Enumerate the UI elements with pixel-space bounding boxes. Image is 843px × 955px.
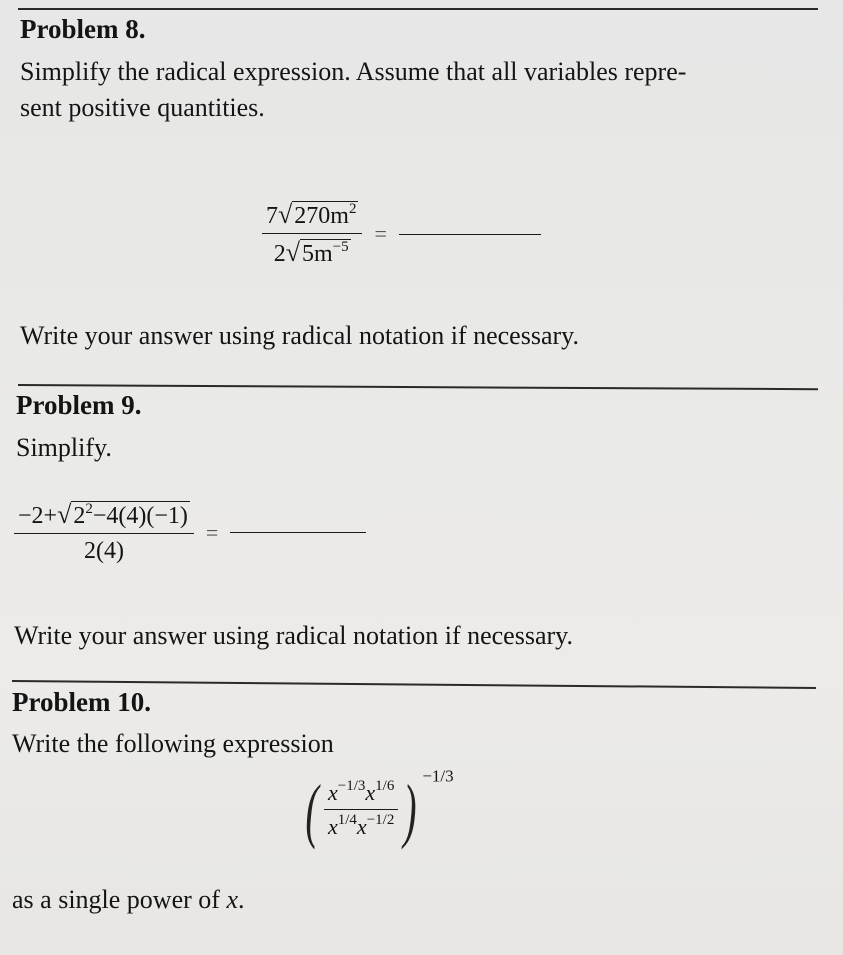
problem-9-fraction: [14, 500, 194, 565]
problem-9-radical: $√2^2-4(4)(-1)$: [57, 500, 188, 529]
problem-9-numerator: [14, 500, 194, 534]
problem-9-radicand-exponent: 2: [85, 501, 93, 517]
problem-9-heading: Problem 9.: [16, 390, 142, 420]
problem-10-denominator: [324, 810, 398, 840]
problem-10-den-e2: −1/2: [366, 812, 395, 828]
problem-10-num-e2: 1/6: [375, 778, 395, 794]
problem-8-denominator: [262, 234, 362, 268]
problem-8-equals: =: [374, 221, 387, 246]
problem-10-den-e1: 1/4: [337, 812, 357, 828]
problem-9-denominator: 2(4): [83, 538, 124, 564]
problem-8-num-radicand: 270m: [294, 203, 349, 229]
problem-10-numerator: [324, 780, 398, 810]
problem-8-note: Write your answer using radical notation if necessary.: [20, 321, 579, 350]
problem-9-answer-blank[interactable]: [230, 532, 366, 533]
problem-9-radicand-rest: −4(4)(−1): [92, 503, 188, 529]
problem-9-radicand-base: 2: [73, 503, 86, 529]
problem-8-num-radical: $√270m^2$: [278, 200, 357, 229]
problem-8-expression: [262, 200, 541, 268]
problem-8-den-coef: 2: [273, 241, 286, 267]
problem-8-numerator: [262, 200, 362, 234]
problem-10-num-x1: x: [327, 780, 338, 805]
problem-9-note: Write your answer using radical notation if necessary.: [14, 621, 573, 650]
problem-9-instruction: Simplify.: [16, 433, 112, 462]
problem-8-instruction-line2: sent positive quantities.: [20, 93, 265, 122]
problem-8-fraction: [262, 200, 362, 268]
problem-8-heading: Problem 8.: [20, 14, 146, 44]
problem-8-den-exponent: −5: [332, 239, 349, 255]
problem-8-answer-blank[interactable]: [399, 234, 541, 235]
problem-10-footer-suffix: .: [237, 885, 245, 914]
problem-8-instruction-line1: Simplify the radical expression. Assume that all variables repre-: [20, 57, 687, 86]
problem-8-num-exponent: 2: [348, 201, 357, 217]
top-rule: [18, 8, 818, 10]
left-paren: (: [305, 770, 319, 850]
problem-10-num-x2: x: [365, 780, 376, 805]
problem-10-num-e1: −1/3: [337, 778, 366, 794]
problem-10-instruction: Write the following expression: [12, 729, 334, 758]
problem-10-den-x2: x: [356, 814, 367, 839]
problem-10-den-x1: x: [327, 814, 338, 839]
problem-10-footer-var: x: [226, 885, 238, 914]
problem-10-outer-exponent: −1/3: [422, 766, 454, 786]
problem-8-den-radicand: 5m: [302, 241, 333, 267]
problem-9-num-prefix: −2+: [18, 503, 58, 529]
problem-10-heading: Problem 10.: [12, 687, 151, 717]
right-paren: ): [403, 770, 417, 850]
problem-10-fraction: [324, 780, 398, 840]
problem-9-equals: =: [205, 519, 219, 545]
problem-10-footer-prefix: as a single power of: [12, 885, 227, 914]
problem-9-expression: [14, 500, 366, 565]
problem-8-num-coef: 7: [266, 203, 278, 229]
problem-8-den-radical: $√5m^{-5}$: [285, 238, 349, 267]
problem-10-footer: [12, 882, 244, 918]
problem-8-instruction: [20, 54, 686, 126]
problem-10-expression: [300, 766, 454, 850]
